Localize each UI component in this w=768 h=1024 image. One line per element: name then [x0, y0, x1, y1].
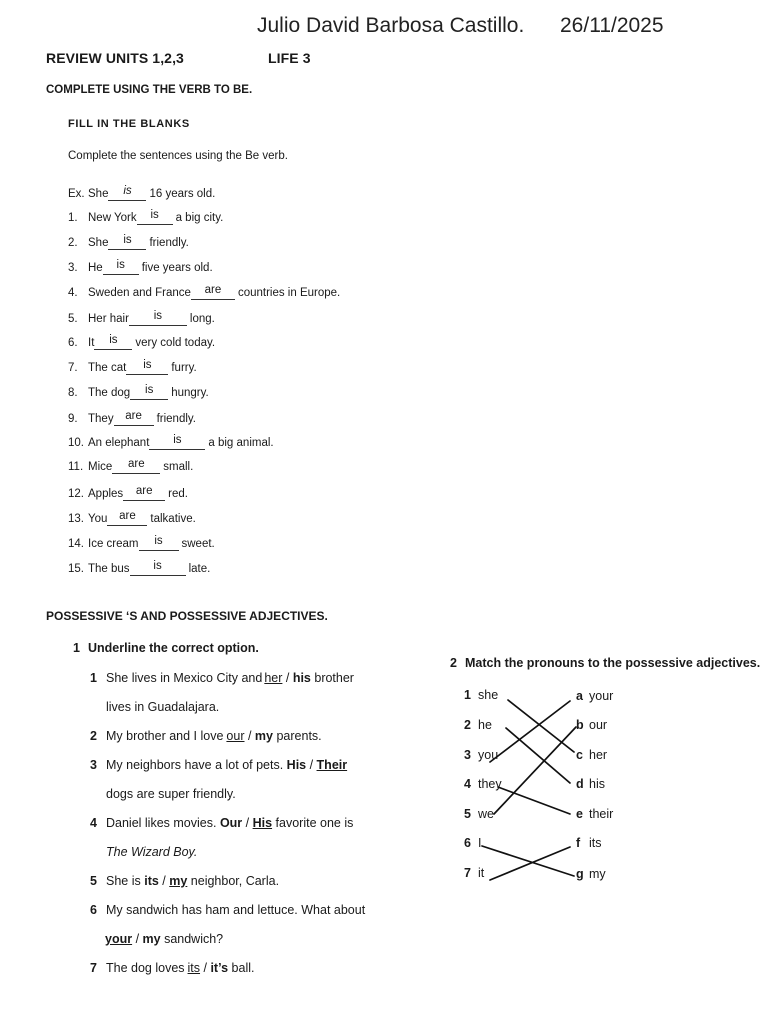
possessive-word: his	[589, 777, 605, 791]
pronoun-word: you	[478, 748, 499, 762]
possessive-letter: b	[576, 718, 584, 732]
fill-row	[68, 185, 216, 201]
answer-blank	[137, 209, 173, 225]
row-after: countries in Europe.	[237, 287, 341, 299]
row-after: very cold today.	[135, 337, 216, 349]
possessive-word: your	[589, 689, 614, 703]
pronoun-word: they	[478, 777, 502, 791]
ex1-item-4-option-b: His	[252, 816, 273, 830]
answer-text: is	[116, 259, 125, 271]
ex1-item-2-option-b: my	[254, 729, 273, 743]
row-number: 12.	[68, 488, 84, 500]
answer-blank	[130, 560, 186, 576]
match-line-it-its	[490, 847, 570, 880]
row-after: talkative.	[150, 513, 196, 525]
answer-blank	[108, 185, 146, 201]
answer-blank	[149, 434, 205, 450]
match-line-you-your	[490, 701, 570, 762]
ex1-item-5-option-a: its	[144, 874, 159, 888]
pronoun-word: I	[478, 836, 482, 850]
row-number: 11.	[68, 461, 84, 473]
row-before: Sweden and France	[88, 287, 191, 299]
answer-text: are	[135, 485, 153, 497]
possessive-item	[576, 867, 606, 881]
row-after: five years old.	[141, 262, 213, 274]
possessive-word: their	[589, 807, 614, 821]
match-line-he-his	[506, 728, 570, 783]
pronoun-item	[464, 777, 502, 791]
row-number: 7.	[68, 362, 78, 374]
pronoun-number: 2	[464, 718, 471, 732]
row-number: 1.	[68, 212, 78, 224]
answer-text: is	[143, 359, 152, 371]
answer-text: are	[204, 284, 222, 296]
answer-blank	[108, 234, 146, 250]
answer-blank	[103, 259, 139, 275]
answer-text: is	[123, 234, 132, 246]
row-after: red.	[168, 488, 188, 500]
ex1-item-4-continued: The Wizard Boy.	[106, 845, 198, 859]
fill-row	[68, 310, 215, 326]
row-number: 4.	[68, 287, 78, 299]
exercise1-title	[73, 641, 259, 655]
ex1-item-1-option-b: his	[292, 671, 311, 685]
possessive-word: its	[589, 836, 602, 850]
ex1-item-2: 2 My brother and I love our / my parents.	[90, 729, 322, 743]
section1-subheading: FILL IN THE BLANKS	[68, 118, 190, 130]
pronoun-item	[464, 836, 481, 850]
pronoun-item	[464, 866, 484, 880]
answer-blank	[107, 510, 147, 526]
possessive-word: my	[589, 867, 606, 881]
worksheet-level: LIFE 3	[268, 50, 311, 66]
fill-row	[68, 535, 215, 551]
ex1-item-5-option-b: my	[169, 874, 188, 888]
row-before: She	[88, 237, 109, 249]
section2-heading: POSSESSIVE ‘S AND POSSESSIVE ADJECTIVES.	[46, 609, 328, 623]
student-name: Julio David Barbosa Castillo.	[257, 14, 525, 37]
row-after: hungry.	[171, 387, 209, 399]
ex1-item-4-option-a: Our	[219, 816, 243, 830]
fill-row	[68, 284, 341, 300]
row-after: a big animal.	[208, 437, 274, 449]
answer-text: is	[145, 384, 154, 396]
ex1-item-7-option-b: it’s	[210, 961, 229, 975]
pronoun-word: he	[478, 718, 492, 732]
answer-text: is	[153, 310, 163, 322]
worksheet-title: REVIEW UNITS 1,2,3	[46, 50, 184, 66]
exercise1-number: 1	[73, 641, 80, 655]
pronoun-word: we	[478, 807, 494, 821]
row-number: 8.	[68, 387, 78, 399]
answer-text: is	[154, 535, 163, 547]
possessive-letter: f	[576, 836, 581, 850]
date: 26/11/2025	[560, 14, 664, 37]
possessive-item	[576, 689, 613, 703]
possessive-item	[576, 718, 607, 732]
answer-blank	[191, 284, 235, 300]
row-after: long.	[189, 313, 215, 325]
ex1-item-3: 3 My neighbors have a lot of pets. His / Their	[90, 758, 348, 772]
row-before: Her hair	[88, 313, 129, 325]
row-before: The bus	[88, 563, 130, 575]
ex1-item-5: 5 She is its / my neighbor, Carla.	[90, 874, 280, 888]
fill-row	[68, 234, 189, 250]
exercise2-title	[450, 656, 760, 670]
answer-blank	[130, 384, 168, 400]
fill-row	[68, 485, 188, 501]
row-after: a big city.	[175, 212, 224, 224]
fill-row	[68, 560, 211, 576]
row-after: friendly.	[156, 413, 196, 425]
section1-heading: COMPLETE USING THE VERB TO BE.	[46, 84, 253, 96]
ex1-item-3-continued: dogs are super friendly.	[106, 787, 236, 801]
match-line-she-her	[508, 700, 574, 752]
exercise2-number: 2	[450, 656, 457, 670]
pronoun-word: she	[478, 688, 499, 702]
section1-instruction: Complete the sentences using the Be verb.	[68, 150, 288, 162]
answer-text: is	[153, 560, 162, 572]
answer-text: are	[127, 458, 145, 470]
row-number: 9.	[68, 413, 78, 425]
ex1-item-3-option-a: His	[286, 758, 307, 772]
ex1-item-6: 6 My sandwich has ham and lettuce. What about	[90, 903, 366, 917]
possessive-item	[576, 807, 613, 821]
possessive-letter: a	[576, 689, 583, 703]
possessive-item	[576, 748, 607, 762]
fill-row	[68, 434, 274, 450]
row-before: Mice	[88, 461, 113, 473]
ex1-item-1-option-a: her	[264, 671, 283, 685]
answer-text: is	[173, 434, 182, 446]
fill-row	[68, 209, 224, 225]
fill-row	[68, 384, 209, 400]
row-before: They	[88, 413, 114, 425]
row-after: friendly.	[149, 237, 189, 249]
row-before: He	[88, 262, 103, 274]
answer-blank	[94, 334, 132, 350]
row-after: sweet.	[181, 538, 215, 550]
row-number: 2.	[68, 237, 78, 249]
fill-row	[68, 458, 194, 474]
pronoun-number: 3	[464, 748, 471, 762]
row-number: 6.	[68, 337, 78, 349]
fill-row	[68, 410, 196, 426]
answer-blank	[129, 310, 187, 326]
match-line-i-my	[482, 846, 574, 876]
answer-text: is	[123, 185, 132, 197]
match-line-we-our	[494, 727, 576, 814]
ex1-item-6-continued: your / my sandwich?	[100, 932, 223, 946]
ex1-item-7-option-a: its	[187, 961, 201, 975]
row-number: 3.	[68, 262, 78, 274]
pronoun-number: 6	[464, 836, 471, 850]
ex1-item-2-option-a: our	[226, 729, 245, 743]
possessive-item	[576, 836, 602, 850]
row-number: 15.	[68, 563, 84, 575]
exercise1-instruction: Underline the correct option.	[88, 641, 259, 655]
ex1-item-7: 7 The dog loves its / it’s ball.	[90, 961, 255, 975]
ex1-item-3-option-b: Their	[316, 758, 348, 772]
ex1-item-4: 4 Daniel likes movies. Our / His favorite one is	[90, 816, 354, 830]
row-before: The cat	[88, 362, 127, 374]
pronoun-word: it	[478, 866, 485, 880]
fill-row	[68, 359, 197, 375]
answer-blank	[123, 485, 165, 501]
pronoun-number: 7	[464, 866, 471, 880]
match-line-they-their	[498, 787, 570, 814]
row-number: 14.	[68, 538, 84, 550]
possessive-letter: c	[576, 748, 583, 762]
possessive-word: her	[589, 748, 608, 762]
answer-blank	[112, 458, 160, 474]
row-number: 13.	[68, 513, 84, 525]
pronoun-item	[464, 748, 498, 762]
answer-blank	[126, 359, 168, 375]
ex1-item-1-continued: lives in Guadalajara.	[106, 700, 220, 714]
row-before: The dog	[88, 387, 131, 399]
possessive-word: our	[589, 718, 608, 732]
fill-row	[68, 510, 196, 526]
row-number: 5.	[68, 313, 78, 325]
exercise2-instruction: Match the pronouns to the possessive adjectives.	[465, 656, 761, 670]
row-after: late.	[188, 563, 211, 575]
row-before: Apples	[88, 488, 124, 500]
fill-row	[68, 334, 216, 350]
possessive-letter: d	[576, 777, 584, 791]
pronoun-item	[464, 688, 498, 702]
row-after: 16 years old.	[149, 188, 216, 200]
pronoun-number: 1	[464, 688, 471, 702]
row-before: New York	[88, 212, 137, 224]
row-before: Ice cream	[88, 538, 139, 550]
possessive-letter: e	[576, 807, 583, 821]
answer-blank	[114, 410, 154, 426]
ex1-item-6-option-a: your	[105, 932, 133, 946]
row-before: You	[88, 513, 108, 525]
pronoun-item	[464, 718, 492, 732]
row-before: An elephant	[88, 437, 150, 449]
row-before: It	[88, 337, 95, 349]
row-after: small.	[163, 461, 194, 473]
pronoun-number: 5	[464, 807, 471, 821]
fill-row	[68, 259, 213, 275]
pronoun-number: 4	[464, 777, 471, 791]
row-number: Ex.	[68, 188, 85, 200]
answer-blank	[139, 535, 179, 551]
answer-text: are	[119, 510, 136, 522]
row-before: She	[88, 188, 109, 200]
ex1-item-1: 1 She lives in Mexico City and her / his brother	[90, 671, 354, 685]
row-number: 10.	[68, 437, 84, 449]
answer-text: are	[125, 410, 142, 422]
possessive-letter: g	[576, 867, 584, 881]
possessive-item	[576, 777, 605, 791]
answer-text: is	[150, 209, 159, 221]
answer-text: is	[109, 334, 118, 346]
ex1-item-6-option-b: my	[142, 932, 161, 946]
row-after: furry.	[171, 362, 197, 374]
pronoun-item	[464, 807, 494, 821]
